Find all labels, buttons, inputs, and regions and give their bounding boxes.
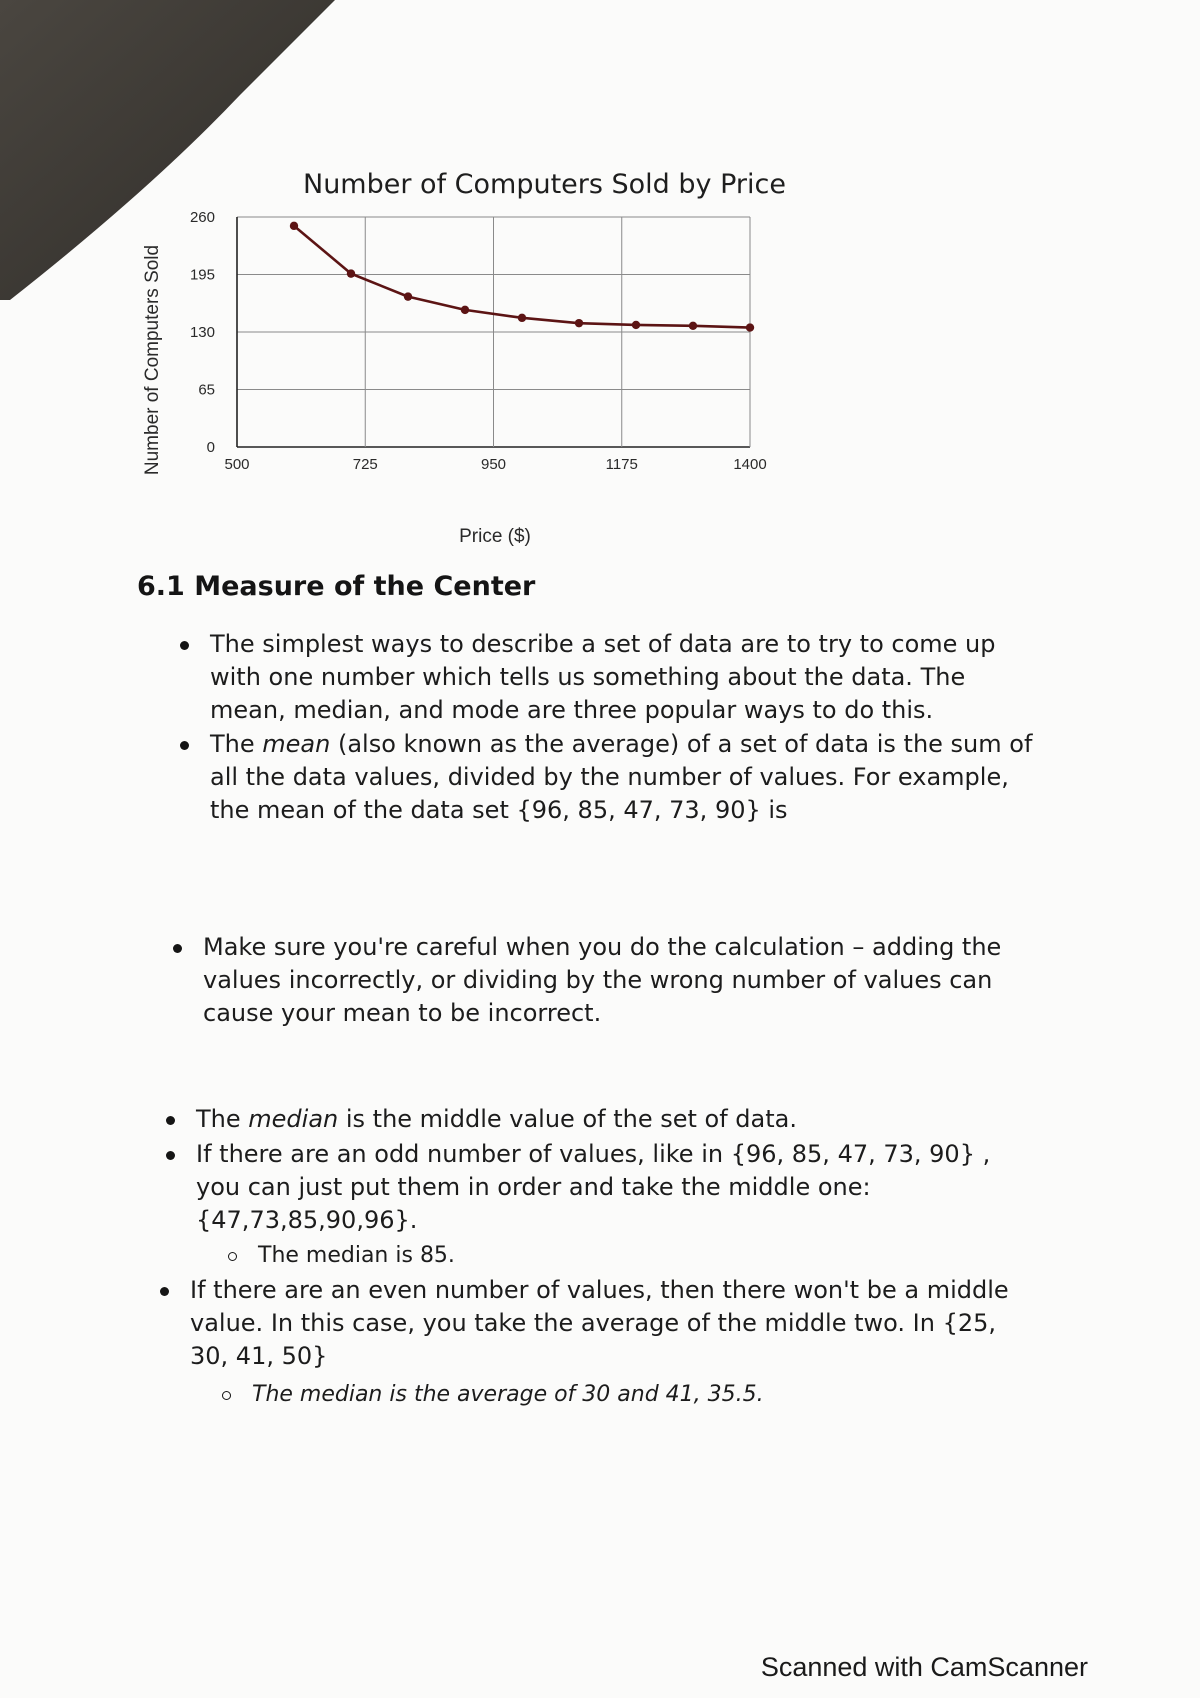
scanner-watermark: Scanned with CamScanner xyxy=(760,1652,1088,1682)
x-tick-label: 1175 xyxy=(605,456,638,473)
y-tick-labels xyxy=(190,209,215,456)
median-term: median xyxy=(248,1105,339,1133)
mean-def-before: The xyxy=(210,730,263,758)
x-tick-label: 1400 xyxy=(733,456,767,473)
odd-case-text: If there are an odd number of values, like in {96, 85, 47, 73, 90} , you can just put them in order and take the middle one: {47,73,85,90,96}. xyxy=(196,1140,991,1234)
list-item xyxy=(210,728,1040,827)
data-point xyxy=(689,322,697,330)
bullet-dot xyxy=(180,641,189,650)
x-tick-label: 950 xyxy=(480,456,507,473)
y-axis-label: Number of Computers Sold xyxy=(142,244,163,476)
list-item xyxy=(203,931,1033,1030)
median-bullet-list xyxy=(196,1103,1026,1237)
y-tick-label: 0 xyxy=(206,439,215,456)
sub-bullet-circle xyxy=(222,1391,231,1400)
sub-bullet-circle xyxy=(228,1252,237,1261)
odd-case-subitem xyxy=(258,1242,958,1270)
chart-gridlines xyxy=(237,217,750,447)
computers-sold-chart xyxy=(120,160,860,560)
bullet-dot xyxy=(166,1116,175,1125)
careful-calculation-text: Make sure you're careful when you do the calculation – adding the values incorrectly, or dividing by the wrong number of values can cause your mean to be incorrect. xyxy=(203,933,1002,1027)
list-item xyxy=(196,1138,1026,1237)
section-heading: 6.1 Measure of the Center xyxy=(137,571,536,602)
mean-def-after: (also known as the average) of a set of data is the sum of all the data values, divided by the number of values. For example, the mean of the data set {96, 85, 47, 73, 90} is xyxy=(210,730,1033,824)
data-point xyxy=(461,306,469,314)
y-tick-label: 260 xyxy=(189,209,215,226)
even-median-result: The median is the average of 30 and 41, 35.5. xyxy=(252,1382,764,1407)
list-item xyxy=(196,1103,1026,1136)
bullet-dot xyxy=(166,1151,175,1160)
bullet-dot xyxy=(173,944,182,953)
x-tick-label: 500 xyxy=(224,456,250,473)
y-tick-label: 65 xyxy=(198,381,215,399)
simplest-ways-text: The simplest ways to describe a set of data are to try to come up with one number which tells us something about the data. The mean, median, and mode are three popular ways to do this. xyxy=(210,630,996,724)
x-tick-labels xyxy=(224,456,766,473)
series-line xyxy=(290,222,754,332)
data-point xyxy=(746,323,754,331)
data-point xyxy=(290,222,298,230)
odd-median-result: The median is 85. xyxy=(258,1243,455,1268)
list-item xyxy=(210,628,1040,727)
data-point xyxy=(518,314,526,322)
chart-title: Number of Computers Sold by Price xyxy=(303,169,786,200)
intro-bullet-list xyxy=(210,628,1040,827)
list-item xyxy=(190,1274,1020,1373)
x-axis-label: Price ($) xyxy=(459,526,531,547)
caution-bullet-list xyxy=(203,931,1033,1030)
even-bullet-list xyxy=(190,1274,1020,1373)
data-point xyxy=(575,319,583,327)
even-case-subitem xyxy=(252,1381,1012,1409)
y-tick-label: 130 xyxy=(189,324,215,341)
data-point xyxy=(404,292,412,300)
y-tick-label: 195 xyxy=(189,266,215,284)
median-def-before: The xyxy=(196,1105,249,1133)
even-case-text: If there are an even number of values, then there won't be a middle value. In this case, you take the average of the middle two. In {25, 30, 41, 50} xyxy=(190,1276,1009,1370)
data-point xyxy=(347,269,355,277)
x-tick-label: 725 xyxy=(352,456,378,473)
data-point xyxy=(632,321,640,329)
bullet-dot xyxy=(180,741,189,750)
bullet-dot xyxy=(160,1287,169,1296)
mean-term: mean xyxy=(262,730,331,758)
series-polyline xyxy=(294,226,750,328)
median-def-after: is the middle value of the set of data. xyxy=(338,1105,797,1133)
